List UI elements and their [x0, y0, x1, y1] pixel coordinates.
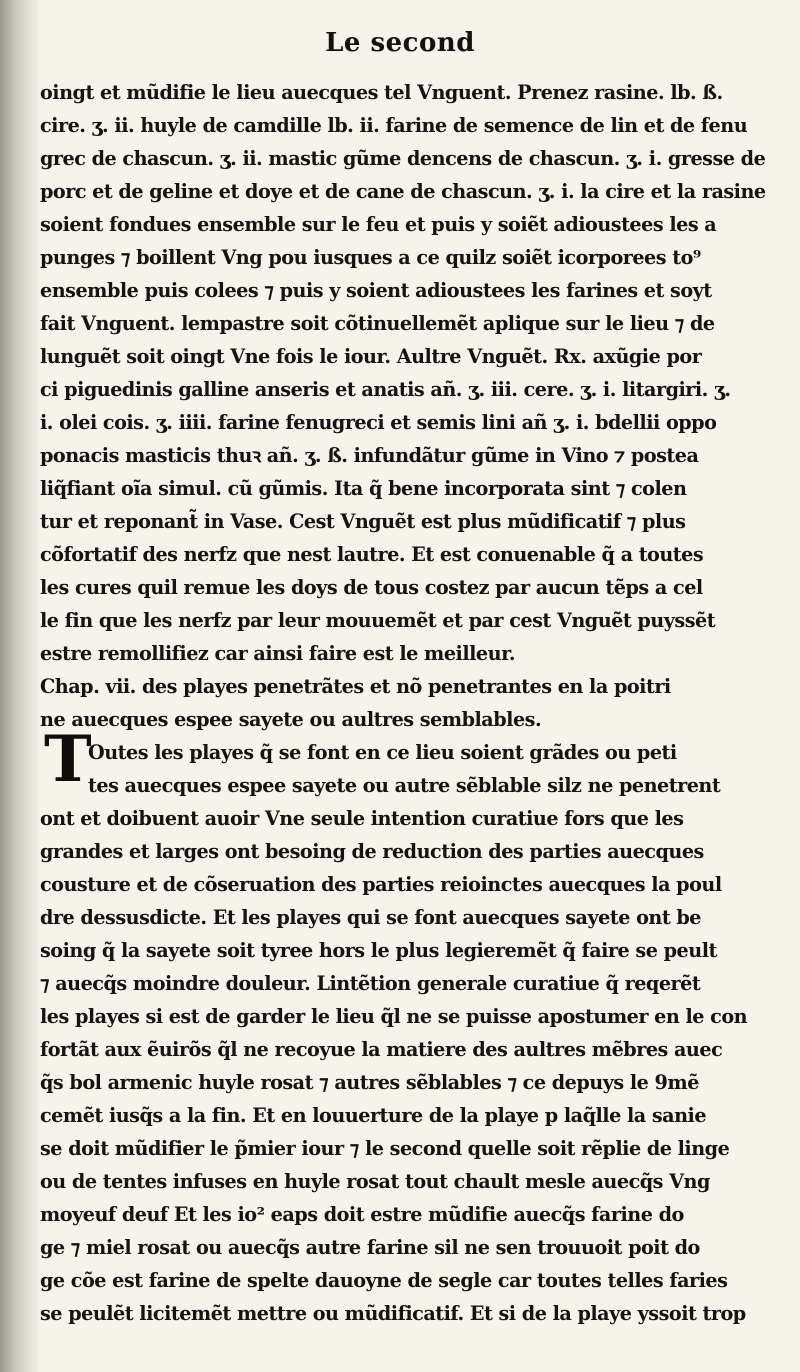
text-line: moyeuf deuf Et les io² eaps doit estre mũdifie auecq̃s farine do	[40, 1203, 684, 1226]
text-line: grec de chascun. ʒ. ii. mastic gũme dencens de chascun. ʒ. i. gresse de	[40, 147, 766, 170]
text-column	[40, 76, 780, 1330]
chapter-heading	[40, 670, 780, 736]
chapter-heading-line: ne auecques espee sayete ou aultres semblables.	[40, 708, 542, 731]
text-line: les cures quil remue les doys de tous costez par aucun tẽps a cel	[40, 576, 703, 599]
text-line: cire. ʒ. ii. huyle de camdille lb. ii. farine de semence de lin et de fenu	[40, 114, 748, 137]
text-line: ou de tentes infuses en huyle rosat tout chault mesle auecq̃s Vng	[40, 1170, 710, 1193]
paragraph-chapter-body	[40, 736, 780, 1330]
text-line: Outes les playes q̃ se font en ce lieu soient grãdes ou peti	[88, 741, 677, 764]
text-line: soing q̃ la sayete soit tyree hors le plus legieremẽt q̃ faire se peult	[40, 939, 717, 962]
text-line: porc et de geline et doye et de cane de chascun. ʒ. i. la cire et la rasine	[40, 180, 766, 203]
text-line: cõfortatif des nerfz que nest lautre. Et est conuenable q̃ a toutes	[40, 543, 704, 566]
text-line: ge ⁊ miel rosat ou auecq̃s autre farine sil ne sen trouuoit poit do	[40, 1236, 700, 1259]
text-line: cousture et de cõseruation des parties reioinctes auecques la poul	[40, 873, 722, 896]
text-line: se doit mũdifier le p̃mier iour ⁊ le second quelle soit rẽplie de linge	[40, 1137, 730, 1160]
text-line: les playes si est de garder le lieu q̃l ne se puisse apostumer en le con	[40, 1005, 748, 1028]
text-line: soient fondues ensemble sur le feu et puis y soiẽt adioustees les a	[40, 213, 717, 236]
text-line: dre dessusdicte. Et les playes qui se font auecques sayete ont be	[40, 906, 701, 929]
chapter-heading-line: Chap. vii. des playes penetrãtes et nõ penetrantes en la poitri	[40, 675, 671, 698]
text-line: cemẽt iusq̃s a la fin. Et en louuerture de la playe p laq̃lle la sanie	[40, 1104, 707, 1127]
text-line: lunguẽt soit oingt Vne fois le iour. Aultre Vnguẽt. Rx. axũgie por	[40, 345, 702, 368]
text-line: ⁊ auecq̃s moindre douleur. Lintẽtion generale curatiue q̃ reqerẽt	[40, 972, 701, 995]
text-line: estre remollifiez car ainsi faire est le meilleur.	[40, 642, 516, 665]
drop-cap-initial: T	[44, 722, 92, 797]
binding-gutter-shadow	[0, 0, 38, 1372]
running-head: Le second	[325, 28, 475, 58]
text-line: tes auecques espee sayete ou autre sẽblable silz ne penetrent	[88, 774, 721, 797]
text-line: ge cõe est farine de spelte dauoyne de segle car toutes telles faries	[40, 1269, 728, 1292]
text-line: oingt et mũdifie le lieu auecques tel Vnguent. Prenez rasine. lb. ß.	[40, 81, 723, 104]
text-line: fait Vnguent. lempastre soit cõtinuellemẽt aplique sur le lieu ⁊ de	[40, 312, 715, 335]
text-line: ponacis masticis thuꝛ añ. ʒ. ß. infundãtur gũme in Vino ⁊ postea	[40, 444, 699, 467]
text-line: ont et doibuent auoir Vne seule intention curatiue fors que les	[40, 807, 684, 830]
text-line: i. olei cois. ʒ. iiii. farine fenugreci et semis lini añ ʒ. i. bdellii oppo	[40, 411, 717, 434]
text-line: se peulẽt licitemẽt mettre ou mũdificatif. Et si de la playe yssoit trop	[40, 1302, 746, 1325]
text-line: fortãt aux ẽuirõs q̃l ne recoyue la matiere des aultres mẽbres auec	[40, 1038, 723, 1061]
text-line: q̃s bol armenic huyle rosat ⁊ autres sẽblables ⁊ ce depuys le 9mẽ	[40, 1071, 699, 1094]
text-line: ensemble puis colees ⁊ puis y soient adioustees les farines et soyt	[40, 279, 712, 302]
text-line: grandes et larges ont besoing de reduction des parties auecques	[40, 840, 704, 863]
text-line: le fin que les nerfz par leur mouuemẽt et par cest Vnguẽt puyssẽt	[40, 609, 716, 632]
text-line: tur et reponant̃ in Vase. Cest Vnguẽt est plus mũdificatif ⁊ plus	[40, 510, 686, 533]
text-line: liq̃fiant oĩa simul. cũ gũmis. Ita q̃ bene incorporata sint ⁊ colen	[40, 477, 687, 500]
paragraph-recipe	[40, 76, 780, 670]
text-line: ci piguedinis galline anseris et anatis añ. ʒ. iii. cere. ʒ. i. litargiri. ʒ.	[40, 378, 731, 401]
text-line: punges ⁊ boillent Vng pou iusques a ce quilz soiẽt icorporees to⁹	[40, 246, 701, 269]
